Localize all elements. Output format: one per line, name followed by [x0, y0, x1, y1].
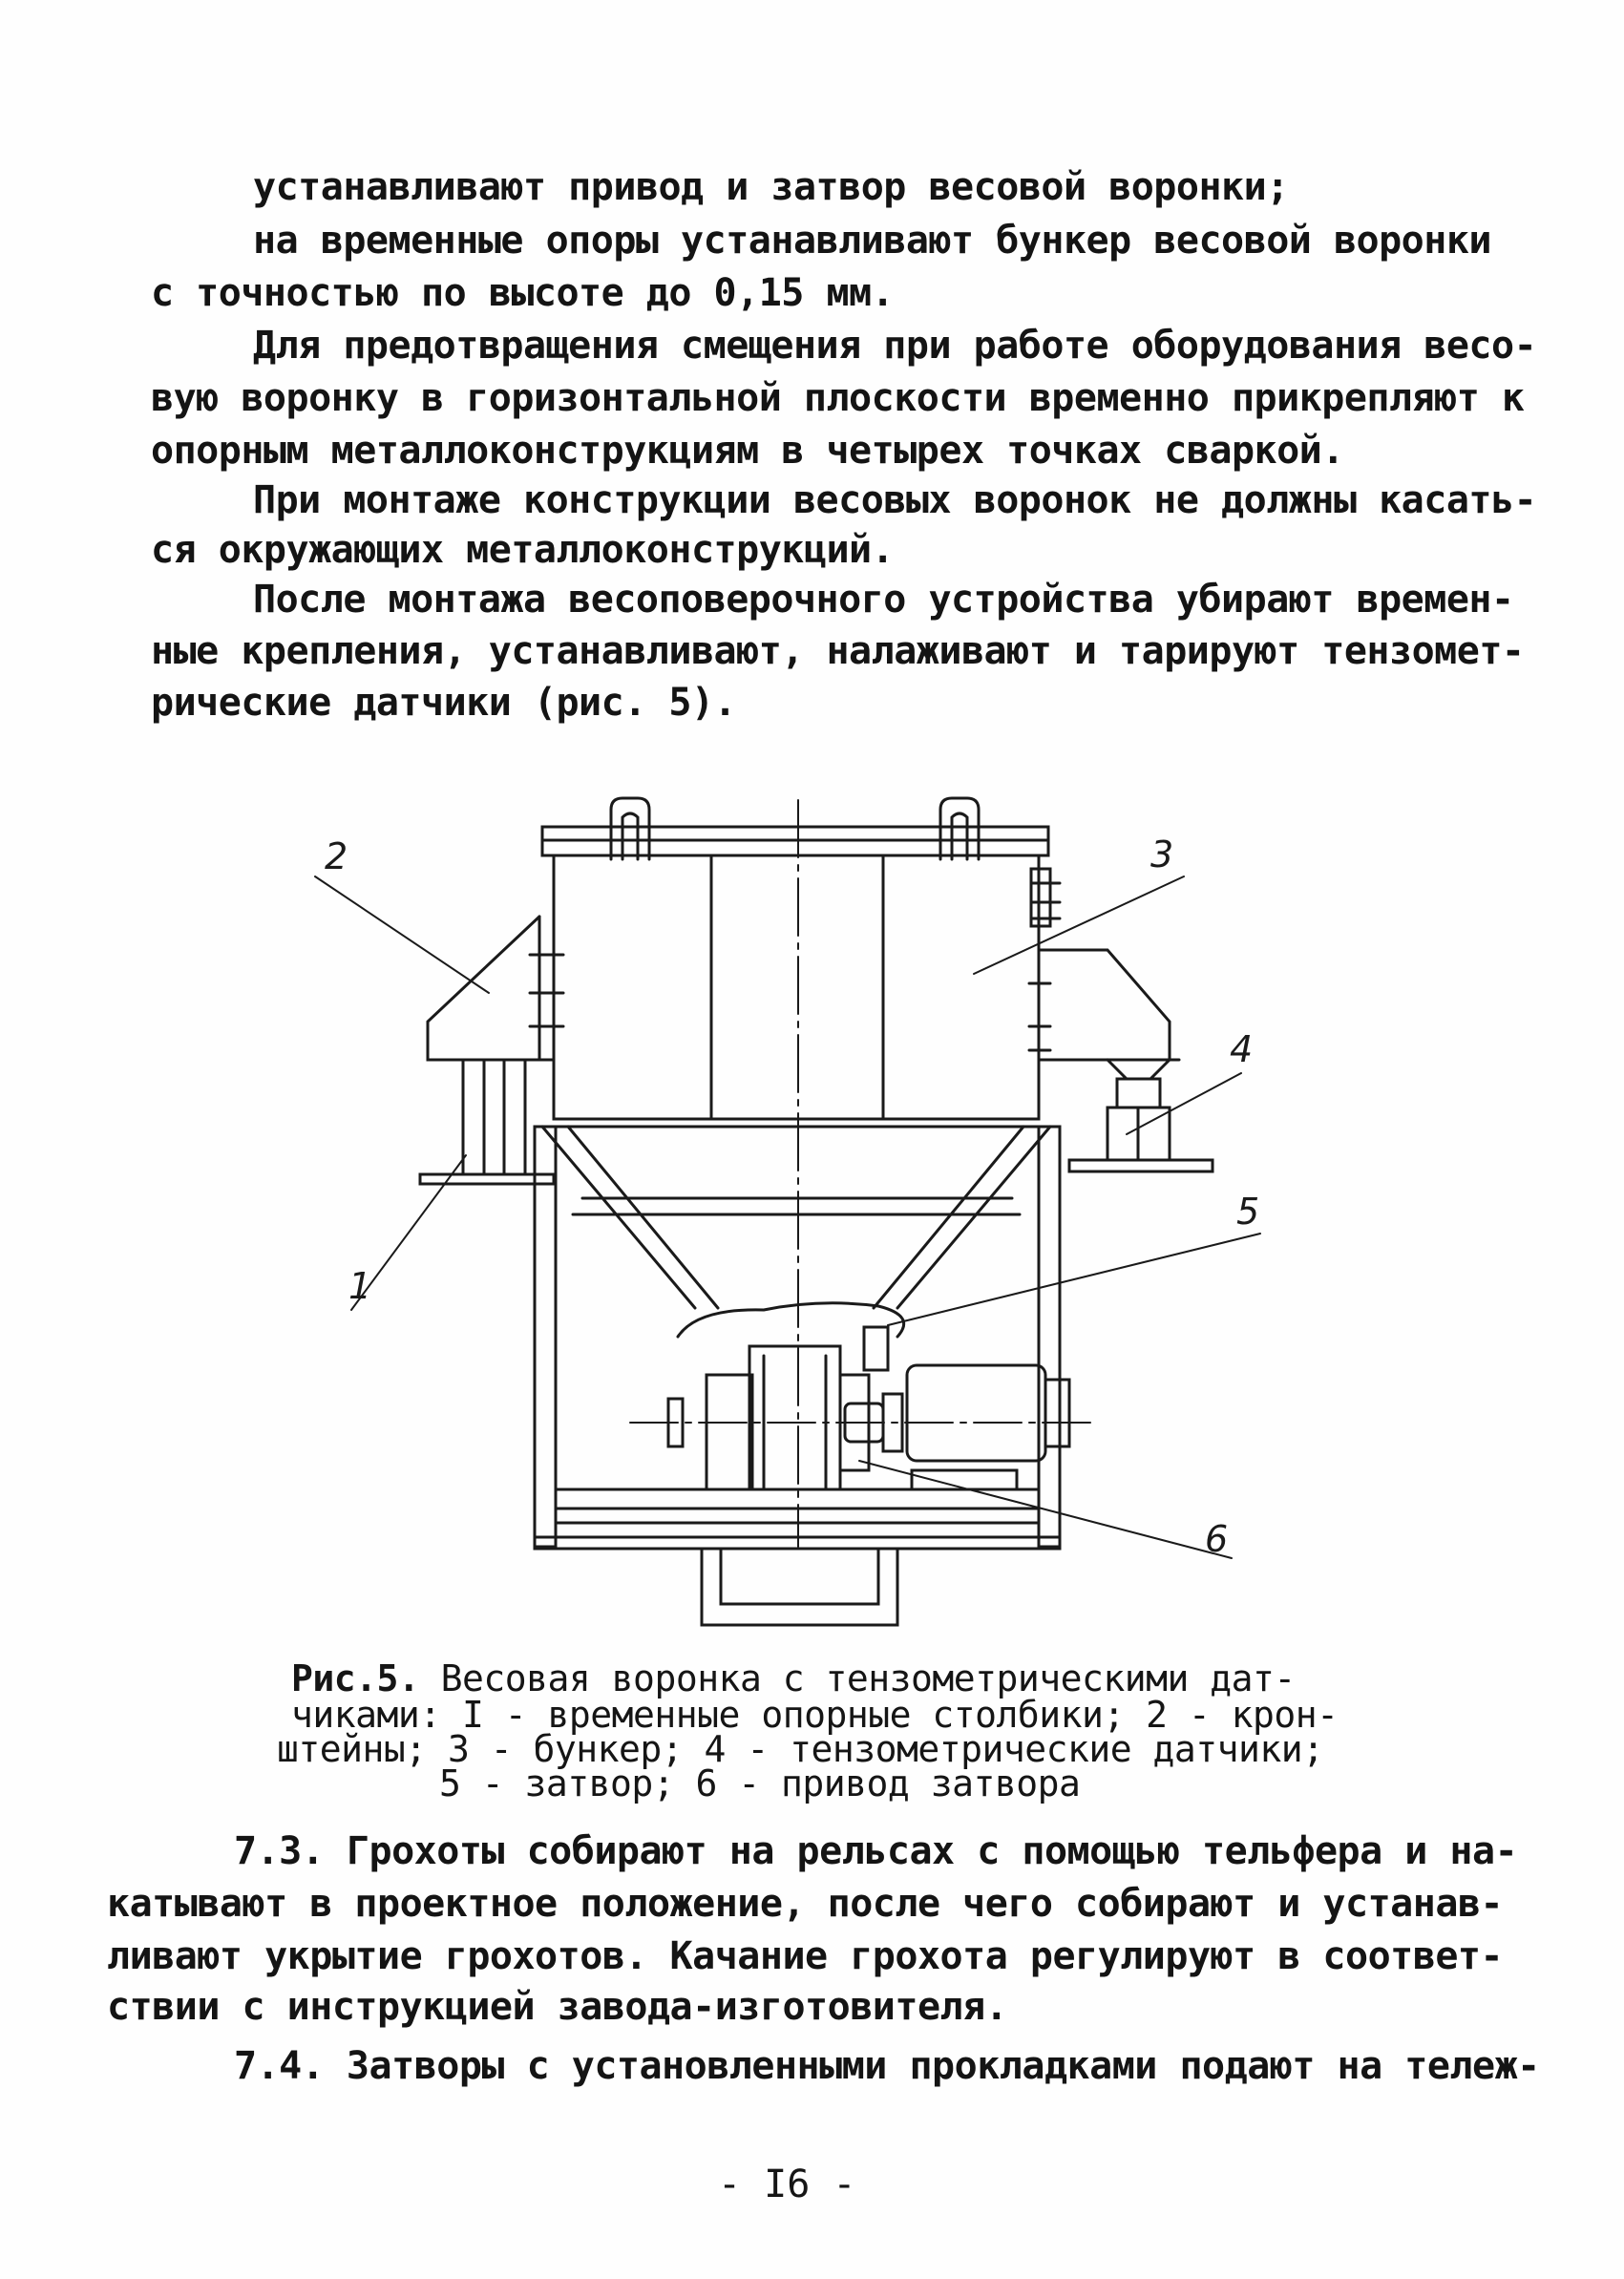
text-line: 7.3. Грохоты собирают на рельсах с помощью тельфера и на-: [234, 1829, 1518, 1873]
text-line: устанавливают привод и затвор весовой воронки;: [253, 165, 1289, 209]
figure-caption-line: 5 - затвор; 6 - привод затвора: [439, 1762, 1081, 1804]
text-line: ные крепления, устанавливают, налаживают и тарируют тензомет-: [151, 629, 1525, 673]
text-line: После монтажа весоповерочного устройства убирают времен-: [253, 578, 1514, 622]
figure-label-3: 3: [1150, 834, 1174, 876]
text-line: ливают укрытие грохотов. Качание грохота регулируют в соответ-: [107, 1934, 1504, 1978]
text-line: вую воронку в горизонтальной плоскости временно прикрепляют к: [151, 376, 1525, 420]
text-line: ся окружающих металлоконструкций.: [151, 528, 895, 572]
figure-caption-text: Весовая воронка с тензометрическими дат-: [419, 1657, 1296, 1699]
text-line: ствии с инструкцией завода-изготовителя.: [107, 1985, 1008, 2029]
figure-caption-line: штейны; 3 - бункер; 4 - тензометрические датчики;: [277, 1728, 1324, 1770]
figure-label-6: 6: [1205, 1518, 1229, 1560]
text-line: При монтаже конструкции весовых воронок не должны касать-: [253, 478, 1537, 522]
text-line: рические датчики (рис. 5).: [151, 681, 737, 725]
text-line: опорным металлоконструкциям в четырех точках сваркой.: [151, 429, 1344, 473]
text-line: катывают в проектное положение, после чего собирают и устанав-: [107, 1882, 1504, 1926]
page-number: - I6 -: [718, 2163, 856, 2206]
figure-caption-line: чиками: I - временные опорные столбики; 2 - крон-: [291, 1694, 1339, 1736]
text-line: на временные опоры устанавливают бункер весовой воронки: [253, 219, 1492, 263]
text-line: Для предотвращения смещения при работе оборудования весо-: [253, 324, 1537, 368]
figure-caption-prefix: Рис.5.: [291, 1657, 420, 1699]
figure-label-5: 5: [1236, 1191, 1260, 1233]
text-line: с точностью по высоте до 0,15 мм.: [151, 271, 895, 315]
text-line: 7.4. Затворы с установленными прокладками подают на тележ-: [234, 2044, 1540, 2088]
figure-label-4: 4: [1230, 1028, 1254, 1070]
figure-label-1: 1: [348, 1265, 372, 1307]
figure-caption-line: [291, 1659, 1296, 1698]
figure-label-2: 2: [325, 835, 348, 877]
